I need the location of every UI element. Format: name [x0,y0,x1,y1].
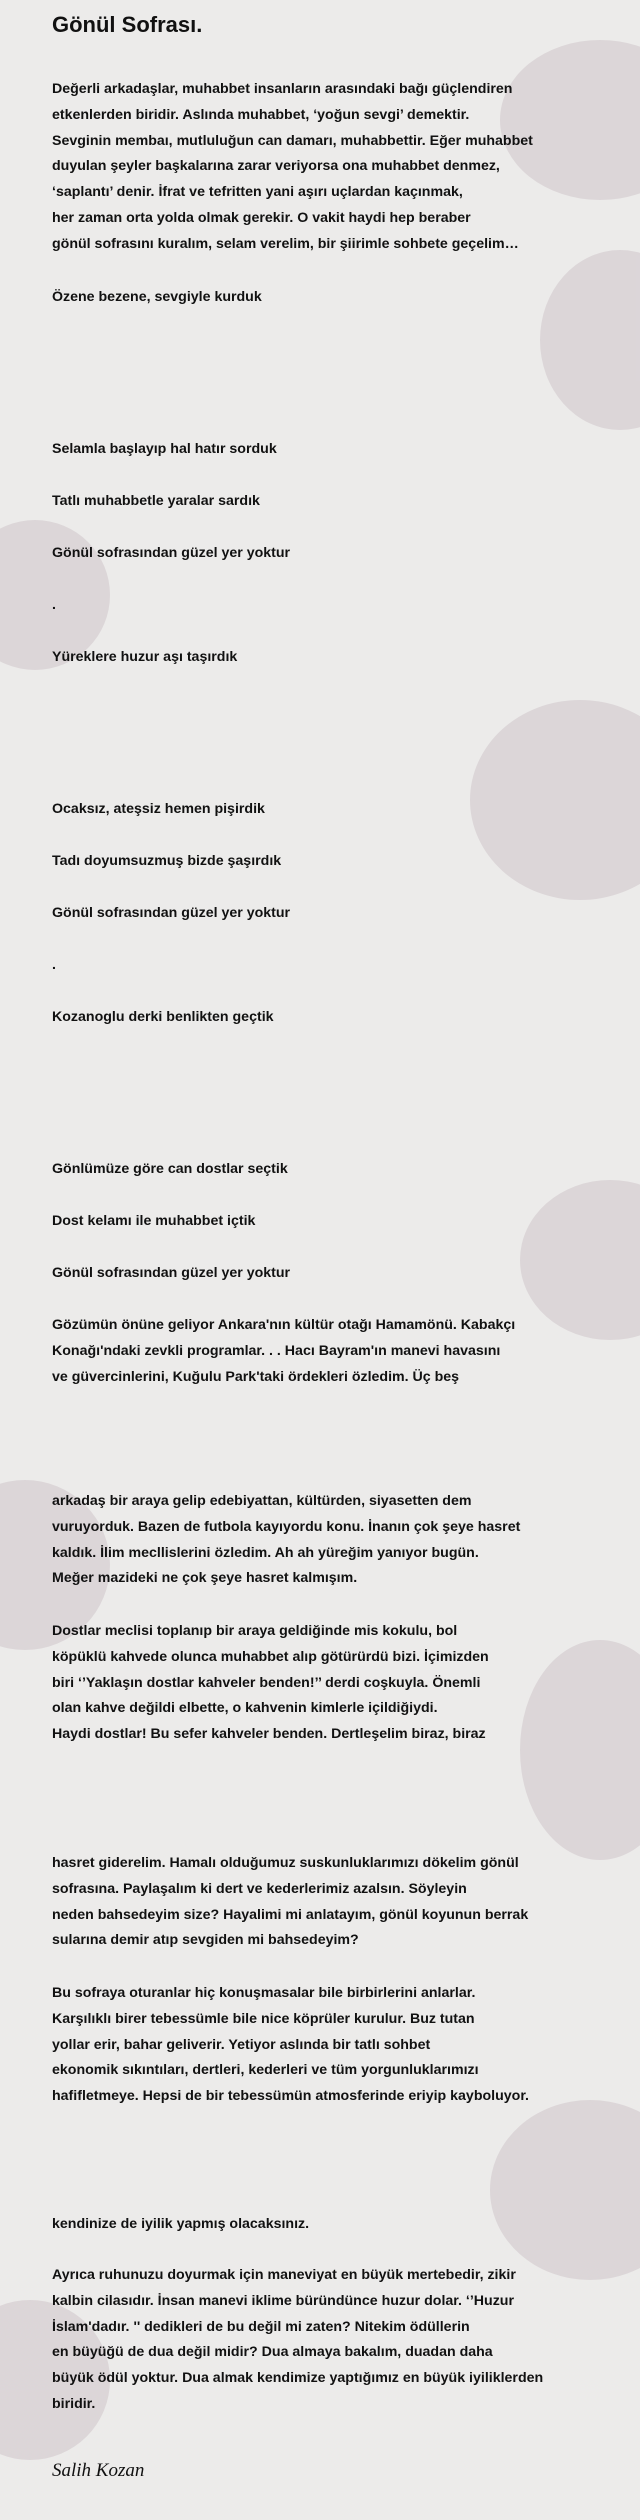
verse-line: Özene bezene, sevgiyle kurduk [52,289,262,305]
verse-line: Selamla başlayıp hal hatır sorduk [52,441,277,457]
text-line: kendinize de iyilik yapmış olacaksınız. [52,2216,310,2232]
text-line: Dostlar meclisi toplanıp bir araya geldiğinde mis kokulu, bol [52,1623,458,1639]
text-line: vuruyorduk. Bazen de futbola kayıyordu konu. İnanın çok şeye hasret [52,1518,521,1535]
text-line: Gözümün önüne geliyor Ankara'nın kültür otağı Hamamönü. Kabakçı [52,1317,516,1333]
text-line: Konağı'ndaki zevkli programlar. . . Hacı Bayram'ın manevi havasını [52,1342,501,1359]
text-line: arkadaş bir araya gelip edebiyattan, kültürden, siyasetten dem [52,1493,472,1509]
text-line: olan kahve değildi elbette, o kahvenin kimlerle içildiğiydi. [52,1700,438,1717]
text-line: büyük ödül yoktur. Dua almak kendimize yaptığımız en büyük iyiliklerden [52,2370,544,2387]
prose-paragraph [52,2212,309,2238]
verse-line: Gönül sofrasından güzel yer yoktur [52,1265,291,1281]
text-line: ve güvercinlerini, Kuğulu Park'taki ördekleri özledim. Üç beş [52,1368,460,1385]
text-line: neden bahsedeyim size? Hayalimi mi anlatayım, gönül koyunun berrak [52,1906,529,1923]
verse-line: Kozanoglu derki benlikten geçtik [52,1009,274,1025]
text-line: kalbin cilasıdır. İnsan manevi iklime büründünce huzur dolar. ‘’Huzur [52,2292,514,2309]
text-line: ekonomik sıkıntıları, dertleri, kederleri ve tüm yorgunluklarımızı [52,2062,479,2079]
verse-separator: . [52,957,56,973]
verse-line: Tatlı muhabbetle yaralar sardık [52,493,260,509]
text-line: kaldık. İlim mecllislerini özledim. Ah ah yüreğim yanıyor bugün. [52,1544,479,1561]
verse-line: Yüreklere huzur aşı taşırdık [52,649,238,665]
text-line: hasret giderelim. Hamalı olduğumuz suskunluklarımızı dökelim gönül [52,1855,519,1871]
verse-line: Dost kelamı ile muhabbet içtik [52,1213,256,1229]
author-signature: Salih Kozan [52,2460,145,2481]
prose-paragraph [52,1489,520,1592]
intro-paragraph [52,77,533,258]
text-line: biridir. [52,2395,96,2412]
text-line: gönül sofrasını kuralım, selam verelim, bir şiirimle sohbete geçelim… [52,235,519,252]
text-line: Haydi dostlar! Bu sefer kahveler benden. Dertleşelim biraz, biraz [52,1726,486,1743]
verse-line: Gönül sofrasından güzel yer yoktur [52,905,291,921]
text-line: en büyüğü de dua değil midir? Dua almaya bakalım, duadan daha [52,2344,493,2361]
verse-line: Tadı doyumsuzmuş bizde şaşırdık [52,853,282,869]
text-line: Değerli arkadaşlar, muhabbet insanların arasındaki bağı güçlendiren [52,81,513,97]
verse-line: Ocaksız, ateşsiz hemen pişirdik [52,801,265,817]
text-line: İslam'dadır. '' dedikleri de bu değil mi zaten? Nitekim ödüllerin [52,2318,470,2335]
text-line: her zaman orta yolda olmak gerekir. O vakit haydi hep beraber [52,209,471,226]
prose-paragraph [52,1981,529,2110]
text-line: Sevginin membaı, mutluluğun can damarı, muhabbettir. Eğer muhabbet [52,132,533,149]
prose-paragraph [52,1619,489,1748]
text-line: Bu sofraya oturanlar hiç konuşmasalar bile birbirlerini anlarlar. [52,1985,476,2001]
prose-paragraph [52,1313,515,1390]
text-line: etkenlerden biridir. Aslında muhabbet, ‘yoğun sevgi’ demektir. [52,106,470,123]
verse-line: Gönül sofrasından güzel yer yoktur [52,545,291,561]
text-line: biri ‘’Yaklaşın dostlar kahveler benden!’’ derdi coşkuyla. Önemli [52,1674,481,1691]
text-line: Karşılıklı birer tebessümle bile nice köprüler kurulur. Buz tutan [52,2010,475,2027]
text-line: ‘saplantı’ denir. İfrat ve tefritten yani aşırı uçlardan kaçınmak, [52,184,463,201]
text-line: Ayrıca ruhunuzu doyurmak için maneviyat en büyük mertebedir, zikir [52,2267,516,2283]
verse-line: Gönlümüze göre can dostlar seçtik [52,1161,288,1177]
text-line: sofrasına. Paylaşalım ki dert ve kederlerimiz azalsın. Söyleyin [52,1880,467,1897]
poem-title: Gönül Sofrası. [52,12,203,37]
prose-paragraph [52,1851,528,1954]
text-line: Meğer mazideki ne çok şeye hasret kalmışım. [52,1570,358,1587]
verse-separator: . [52,597,56,613]
prose-paragraph [52,2263,543,2418]
text-line: yollar erir, bahar geliverir. Yetiyor aslında bir tatlı sohbet [52,2036,431,2053]
text-line: hafifletmeye. Hepsi de bir tebessümün atmosferinde eriyip kayboluyor. [52,2088,529,2105]
text-line: sularına demir atıp sevgiden mi bahsedeyim? [52,1932,359,1949]
text-line: köpüklü kahvede olunca muhabbet alıp götürürdü bizi. İçimizden [52,1648,489,1665]
text-line: duyulan şeyler başkalarına zarar veriyorsa ona muhabbet denmez, [52,158,500,175]
